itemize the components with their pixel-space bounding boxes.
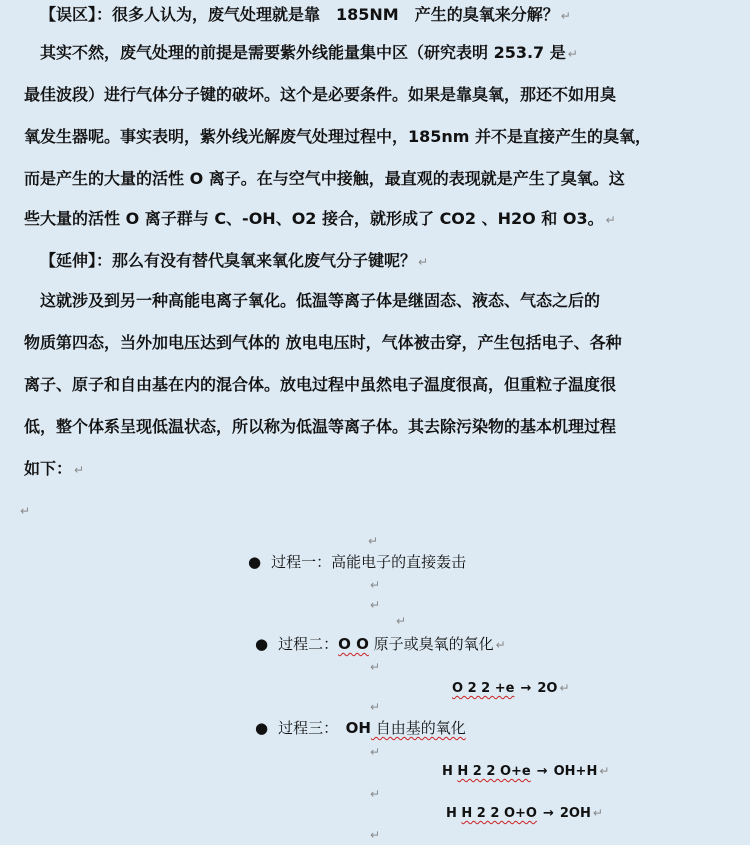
paragraph-mark: ↵ — [368, 534, 379, 548]
para-plasma-line3: 离子、原子和自由基在内的混合体。放电过程中虽然电子温度很高，但重粒子温度很 — [24, 375, 617, 394]
para-plasma-line1: 这就涉及到另一种高能电离子氧化。低温等离子体是继固态、液态、气态之后的 — [40, 291, 601, 310]
para-explain-line2: 最佳波段）进行气体分子键的破坏。这个是必要条件。如果是靠臭氧，那还不如用臭 — [24, 85, 617, 104]
paragraph-mark: ↵ — [495, 638, 506, 652]
para-extension: 【延伸】：那么有没有替代臭氧来氧化废气分子键呢？ ↵ — [40, 251, 429, 270]
paragraph-mark: ↵ — [370, 598, 381, 612]
arrow-right-icon: → — [536, 764, 548, 779]
paragraph-mark: ↵ — [559, 681, 570, 695]
paragraph-mark: ↵ — [370, 578, 381, 592]
para-explain-line1: 其实不然，废气处理的前提是需要紫外线能量集中区（研究表明 253.7 是 ↵ — [40, 43, 578, 62]
arrow-right-icon: → — [542, 806, 554, 821]
para-explain-line4: 而是产生的大量的活性 O 离子。在与空气中接触，最直观的表现就是产生了臭氧。这 — [24, 169, 625, 188]
arrow-right-icon: → — [520, 681, 532, 696]
paragraph-mark: ↵ — [605, 213, 616, 227]
paragraph-mark: ↵ — [20, 504, 31, 518]
paragraph-mark: ↵ — [370, 745, 381, 759]
para-explain-line5: 些大量的活性 O 离子群与 C、-OH、O2 接合，就形成了 CO2 、H2O 和 O3。 ↵ — [24, 209, 616, 228]
paragraph-mark: ↵ — [599, 764, 610, 778]
para-plasma-line4: 低，整个体系呈现低温状态，所以称为低温等离子体。其去除污染物的基本机理过程 — [24, 417, 617, 436]
paragraph-mark: ↵ — [370, 660, 381, 674]
bullet-icon: ● — [248, 553, 262, 571]
process-two: ● 过程二：O O 原子或臭氧的氧化 ↵ — [255, 635, 506, 653]
bullet-icon: ● — [255, 719, 269, 737]
paragraph-mark: ↵ — [74, 463, 85, 477]
paragraph-mark: ↵ — [567, 47, 578, 61]
paragraph-mark: ↵ — [396, 614, 407, 628]
paragraph-mark: ↵ — [370, 828, 381, 842]
para-explain-line3: 氧发生器呢。事实表明，紫外线光解废气处理过程中，185nm 并不是直接产生的臭氧， — [24, 127, 652, 146]
equation-three: H H 2 2 O+O → 2OH ↵ — [446, 806, 603, 821]
paragraph-mark: ↵ — [418, 255, 429, 269]
para-mistake: 【误区】：很多人认为，废气处理就是靠 185NM 产生的臭氧来分解？ ↵ — [40, 5, 571, 24]
paragraph-mark: ↵ — [560, 9, 571, 23]
process-three: ● 过程三： OH 自由基的氧化 — [255, 719, 466, 737]
equation-two: H H 2 2 O+e → OH+H ↵ — [442, 764, 610, 779]
paragraph-mark: ↵ — [370, 787, 381, 801]
equation-one: O 2 2 +e → 2O ↵ — [452, 681, 570, 696]
process-one: ● 过程一：高能电子的直接轰击 — [248, 553, 467, 571]
para-plasma-line5: 如下： ↵ — [24, 459, 85, 478]
para-plasma-line2: 物质第四态，当外加电压达到气体的 放电电压时，气体被击穿，产生包括电子、各种 — [24, 333, 622, 352]
paragraph-mark: ↵ — [370, 700, 381, 714]
paragraph-mark: ↵ — [592, 806, 603, 820]
bullet-icon: ● — [255, 635, 269, 653]
